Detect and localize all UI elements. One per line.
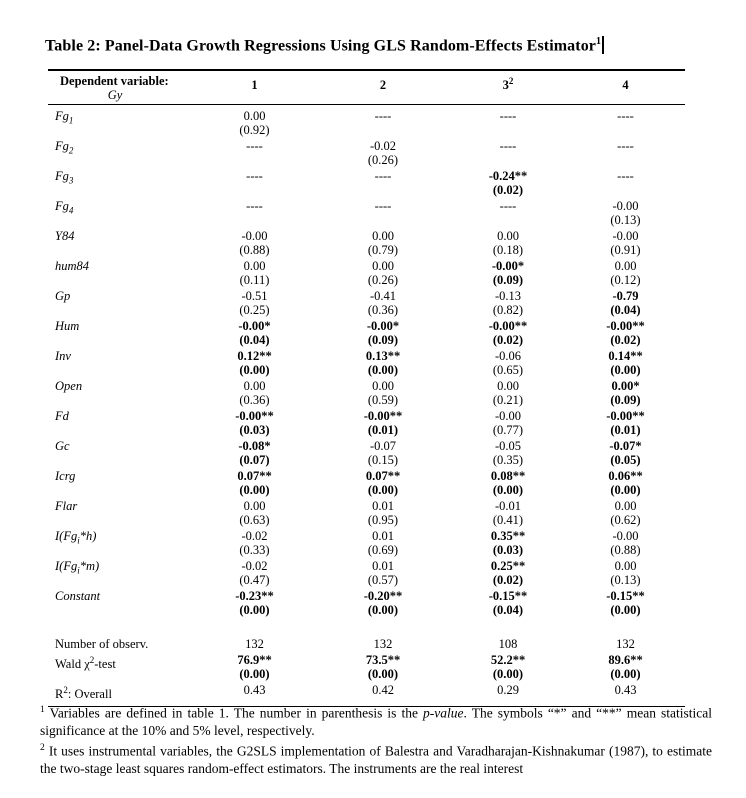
coefficient-value: ---- [617, 109, 634, 123]
footnotes [40, 702, 712, 777]
coefficient-value: -0.00** [235, 409, 274, 423]
p-value: (0.00) [239, 603, 270, 617]
row-label: Wald $\chi^2$-test [55, 655, 116, 672]
table-cell [566, 589, 685, 617]
table-cell [316, 319, 450, 347]
table-row [48, 559, 685, 587]
coefficient-value: 0.01 [372, 559, 394, 573]
coefficient-value: -0.00** [606, 319, 645, 333]
table-cell [316, 379, 450, 407]
coefficient-value: -0.00 [241, 229, 268, 243]
coefficient-value: 0.00 [614, 499, 637, 513]
table-row [48, 499, 685, 527]
table-cell [316, 559, 450, 587]
coefficient-value: 0.14** [608, 349, 643, 363]
table-cell [193, 637, 316, 651]
coefficient-value: 0.35** [490, 529, 526, 543]
table-cell [450, 229, 566, 257]
table-cell [316, 683, 450, 701]
coefficient-value: 0.00 [372, 379, 394, 393]
coefficient-value: -0.00 [612, 229, 639, 243]
row-label: Gc [55, 439, 70, 453]
coefficient-value: 0.13** [365, 349, 401, 363]
table-cell [566, 349, 685, 377]
coefficient-value: 0.00 [243, 259, 266, 273]
table-summary [48, 637, 685, 707]
p-value: (0.09) [610, 393, 641, 407]
table-cell [450, 319, 566, 347]
coefficient-value: ---- [617, 169, 634, 183]
coefficient-value: -0.41 [369, 289, 397, 303]
p-value: (0.25) [239, 303, 270, 317]
coefficient-value: -0.06 [494, 349, 522, 363]
coefficient-value: ---- [374, 199, 392, 213]
table-gap [48, 619, 685, 637]
p-value: (0.00) [239, 363, 270, 377]
p-value: (0.26) [367, 153, 399, 167]
table-row [48, 109, 685, 137]
row-label: $Fg_3$ [55, 169, 74, 186]
coefficient-value: 0.00 [243, 379, 266, 393]
coefficient-value: -0.00 [494, 409, 522, 423]
table-cell [450, 289, 566, 317]
p-value: (0.00) [239, 483, 270, 497]
table-cell [193, 469, 316, 497]
table-row [48, 259, 685, 287]
row-label: Hum [55, 319, 80, 333]
coefficient-value: 132 [245, 637, 264, 651]
row-label: Inv [55, 349, 71, 363]
table-cell [193, 439, 316, 467]
table-row [48, 139, 685, 167]
table-cell [450, 499, 566, 527]
coefficient-value: ---- [374, 109, 392, 123]
coefficient-value: -0.24** [488, 169, 528, 183]
table-cell [450, 379, 566, 407]
p-value: (0.02) [492, 183, 524, 197]
coefficient-value: -0.08* [238, 439, 271, 453]
p-value: (0.01) [610, 423, 641, 437]
coefficient-value: 0.06** [608, 469, 643, 483]
p-value: (0.65) [492, 363, 524, 377]
table-row [48, 529, 685, 557]
p-value: (0.00) [610, 603, 641, 617]
table-cell [193, 349, 316, 377]
table-cell [450, 469, 566, 497]
table-cell [193, 499, 316, 527]
table-row [48, 409, 685, 437]
column-header-1: 1 [251, 78, 258, 93]
table-cell [450, 259, 566, 287]
coefficient-value: ---- [617, 139, 634, 153]
table-header [48, 69, 685, 105]
table-cell [316, 653, 450, 681]
dependent-variable-label: Dependent variable: [60, 74, 169, 88]
column-header-4: 4 [622, 78, 629, 93]
table-cell [193, 409, 316, 437]
table-cell [193, 559, 316, 587]
coefficient-value: 0.00 [497, 379, 519, 393]
coefficient-value: -0.00* [366, 319, 400, 333]
table-cell [193, 529, 316, 557]
coefficient-value: -0.13 [494, 289, 522, 303]
coefficient-value: 0.43 [614, 683, 637, 697]
row-label: Y84 [55, 229, 75, 243]
coefficient-value: -0.00 [612, 199, 639, 213]
p-value: (0.36) [239, 393, 270, 407]
p-value: (0.00) [239, 667, 270, 681]
coefficient-value: -0.00* [491, 259, 525, 273]
coefficient-value: 0.00 [243, 499, 266, 513]
table-cell [193, 259, 316, 287]
p-value: (0.35) [492, 453, 524, 467]
table-cell [193, 169, 316, 197]
p-value: (0.91) [610, 243, 641, 257]
p-value: (0.21) [492, 393, 524, 407]
table-cell [193, 379, 316, 407]
table-cell [566, 259, 685, 287]
table-cell [450, 199, 566, 227]
row-label: $Fg_4$ [55, 199, 74, 216]
table-cell [450, 349, 566, 377]
table-cell [566, 139, 685, 167]
coefficient-value: ---- [374, 169, 392, 183]
text-cursor [602, 36, 604, 54]
coefficient-value: -0.23** [235, 589, 274, 603]
table-row [48, 229, 685, 257]
table-title-text: Table 2: Panel-Data Growth Regressions Using GLS Random-Effects Estimator [45, 37, 597, 55]
table-cell [316, 499, 450, 527]
coefficient-value: 0.00 [372, 229, 394, 243]
p-value: (0.00) [367, 363, 399, 377]
table-cell [450, 169, 566, 197]
p-value: (0.82) [492, 303, 524, 317]
table-cell [450, 653, 566, 681]
p-value: (0.03) [239, 423, 270, 437]
coefficient-value: -0.02 [241, 529, 268, 543]
coefficient-value: 52.2** [490, 653, 526, 667]
coefficient-value: -0.05 [494, 439, 522, 453]
p-value: (0.95) [367, 513, 399, 527]
table-cell [566, 319, 685, 347]
coefficient-value: 0.00 [614, 559, 637, 573]
coefficient-value: -0.00* [238, 319, 271, 333]
table-cell [566, 109, 685, 137]
table-cell [193, 229, 316, 257]
coefficient-value: -0.00** [488, 319, 528, 333]
p-value: (0.02) [492, 333, 524, 347]
table-cell [316, 469, 450, 497]
table-row [48, 439, 685, 467]
table-cell [450, 683, 566, 701]
table-cell [193, 319, 316, 347]
row-label: Fd [55, 409, 69, 423]
p-value: (0.41) [492, 513, 524, 527]
footnote-1: $^1$ Variables are defined in table 1. The number in parenthesis is the p-value. The symbols “*” and “**” mean statistical significance at the 10% and 5% level, respectively. [40, 705, 712, 738]
table-cell [316, 529, 450, 557]
p-value: (0.00) [610, 483, 641, 497]
table-cell [450, 109, 566, 137]
row-label: Number of observ. [55, 637, 149, 651]
table-cell [566, 559, 685, 587]
table-cell [316, 139, 450, 167]
coefficient-value: -0.79 [612, 289, 639, 303]
table-cell [316, 169, 450, 197]
coefficient-value: -0.00** [363, 409, 403, 423]
row-label: $R^2$: Overall [55, 685, 112, 702]
column-header-2: 2 [379, 78, 387, 93]
table-row [48, 319, 685, 347]
coefficient-value: 0.00 [497, 229, 519, 243]
p-value: (0.47) [239, 573, 270, 587]
row-label: Open [55, 379, 83, 393]
coefficient-value: -0.51 [241, 289, 268, 303]
table-cell [316, 109, 450, 137]
coefficient-value: ---- [246, 169, 263, 183]
table-cell [566, 409, 685, 437]
coefficient-value: 73.5** [365, 653, 401, 667]
table-row [48, 289, 685, 317]
table-cell [193, 683, 316, 701]
coefficient-value: -0.00 [612, 529, 639, 543]
coefficient-value: 0.08** [490, 469, 526, 483]
coefficient-value: -0.01 [494, 499, 522, 513]
p-value: (0.36) [367, 303, 399, 317]
table-row [48, 199, 685, 227]
table-row [48, 653, 685, 681]
p-value: (0.00) [492, 667, 524, 681]
coefficient-value: ---- [499, 139, 517, 153]
coefficient-value: -0.15** [488, 589, 528, 603]
table-cell [450, 589, 566, 617]
coefficient-value: -0.07 [369, 439, 397, 453]
row-label: $I(Fg_i*m)$ [55, 559, 100, 576]
coefficient-value: 0.00 [243, 109, 266, 123]
table-row [48, 469, 685, 497]
row-label: Constant [55, 589, 101, 603]
coefficient-value: ---- [246, 199, 263, 213]
p-value: (0.33) [239, 543, 270, 557]
table-cell [566, 289, 685, 317]
table-cell [450, 409, 566, 437]
table-cell [566, 379, 685, 407]
table-cell [450, 559, 566, 587]
p-value: (0.62) [610, 513, 641, 527]
table-cell [450, 139, 566, 167]
table-cell [450, 439, 566, 467]
table-cell [566, 169, 685, 197]
coefficient-value: ---- [499, 109, 517, 123]
dependent-variable-symbol: Gy [107, 88, 123, 102]
coefficient-value: -0.02 [241, 559, 268, 573]
table-cell [316, 637, 450, 651]
coefficient-value: 0.12** [237, 349, 272, 363]
coefficient-value: 89.6** [608, 653, 643, 667]
coefficient-value: 0.43 [243, 683, 266, 697]
coefficient-value: 132 [616, 637, 635, 651]
p-value: (0.57) [367, 573, 399, 587]
p-value: (0.59) [367, 393, 399, 407]
table-cell [316, 199, 450, 227]
table-row [48, 683, 685, 701]
p-value: (0.18) [492, 243, 524, 257]
table-body [48, 105, 685, 617]
p-value: (0.63) [239, 513, 270, 527]
p-value: (0.15) [367, 453, 399, 467]
p-value: (0.05) [610, 453, 641, 467]
p-value: (0.00) [367, 603, 399, 617]
coefficient-value: 0.07** [237, 469, 272, 483]
table-cell [316, 589, 450, 617]
p-value: (0.00) [610, 363, 641, 377]
footnote-2: $^2$ It uses instrumental variables, the G2SLS implementation of Balestra and Varadharajan-Kishnakumar (1987), to estimate the two-stage least squares random-effect estimators. The instruments are the real interest [40, 742, 712, 776]
p-value: (0.12) [610, 273, 641, 287]
coefficient-value: -0.20** [363, 589, 403, 603]
table-cell [450, 637, 566, 651]
dependent-variable-header [48, 74, 193, 102]
p-value: (0.13) [610, 213, 641, 227]
table-cell [193, 289, 316, 317]
coefficient-value: 0.01 [372, 529, 394, 543]
p-value: (0.79) [367, 243, 399, 257]
row-label: $Fg_2$ [55, 139, 74, 156]
coefficient-value: 0.00 [614, 259, 637, 273]
table-title [45, 36, 604, 55]
p-value: (0.13) [610, 573, 641, 587]
p-value: (0.00) [610, 667, 641, 681]
coefficient-value: 0.25** [490, 559, 526, 573]
p-value: (0.88) [239, 243, 270, 257]
table-cell [193, 109, 316, 137]
coefficient-value: 0.42 [372, 683, 394, 697]
table-cell [316, 409, 450, 437]
row-label: $Fg_1$ [55, 109, 74, 126]
table-row [48, 349, 685, 377]
p-value: (0.69) [367, 543, 399, 557]
table-row [48, 637, 685, 651]
p-value: (0.26) [367, 273, 399, 287]
coefficient-value: 108 [498, 637, 518, 651]
p-value: (0.01) [367, 423, 399, 437]
p-value: (0.02) [610, 333, 641, 347]
table-cell [566, 199, 685, 227]
coefficient-value: 0.00* [611, 379, 640, 393]
table-cell [566, 529, 685, 557]
p-value: (0.92) [239, 123, 270, 137]
p-value: (0.09) [367, 333, 399, 347]
p-value: (0.04) [239, 333, 270, 347]
p-value: (0.11) [239, 273, 270, 287]
coefficient-value: 0.01 [372, 499, 394, 513]
coefficient-value: 132 [373, 637, 393, 651]
coefficient-value: 0.07** [365, 469, 401, 483]
p-value: (0.04) [492, 603, 524, 617]
p-value: (0.00) [367, 667, 399, 681]
table-cell [316, 439, 450, 467]
row-label: $I(Fg_i*h)$ [55, 529, 97, 546]
p-value: (0.03) [492, 543, 524, 557]
table-cell [566, 653, 685, 681]
table-cell [193, 139, 316, 167]
table-cell [316, 349, 450, 377]
row-label: Icrg [55, 469, 76, 483]
row-label: Flar [55, 499, 78, 513]
coefficient-value: ---- [499, 199, 517, 213]
p-value: (0.09) [492, 273, 524, 287]
coefficient-value: -0.15** [606, 589, 645, 603]
table-row [48, 169, 685, 197]
column-header-3: $3^2$ [502, 76, 514, 93]
p-value: (0.04) [610, 303, 641, 317]
p-value: (0.02) [492, 573, 524, 587]
coefficient-value: 0.29 [497, 683, 519, 697]
coefficient-value: -0.07* [609, 439, 642, 453]
table-cell [193, 199, 316, 227]
table-cell [566, 229, 685, 257]
p-value: (0.00) [367, 483, 399, 497]
regression-table [48, 69, 685, 707]
coefficient-value: -0.02 [369, 139, 397, 153]
table-title-footnote-marker: 1 [596, 36, 602, 47]
coefficient-value: 0.00 [372, 259, 394, 273]
p-value: (0.07) [239, 453, 270, 467]
table-row [48, 589, 685, 617]
p-value: (0.00) [492, 483, 524, 497]
table-cell [316, 259, 450, 287]
table-cell [566, 439, 685, 467]
table-cell [566, 683, 685, 701]
row-label: Gp [55, 289, 71, 303]
coefficient-value: ---- [246, 139, 263, 153]
table-cell [566, 637, 685, 651]
coefficient-value: -0.00** [606, 409, 645, 423]
table-cell [193, 653, 316, 681]
table-cell [193, 589, 316, 617]
table-cell [316, 229, 450, 257]
p-value: (0.77) [492, 423, 524, 437]
table-cell [316, 289, 450, 317]
table-cell [566, 499, 685, 527]
p-value: (0.88) [610, 543, 641, 557]
row-label: hum84 [55, 259, 90, 273]
table-cell [566, 469, 685, 497]
table-cell [450, 529, 566, 557]
table-row [48, 379, 685, 407]
coefficient-value: 76.9** [237, 653, 272, 667]
